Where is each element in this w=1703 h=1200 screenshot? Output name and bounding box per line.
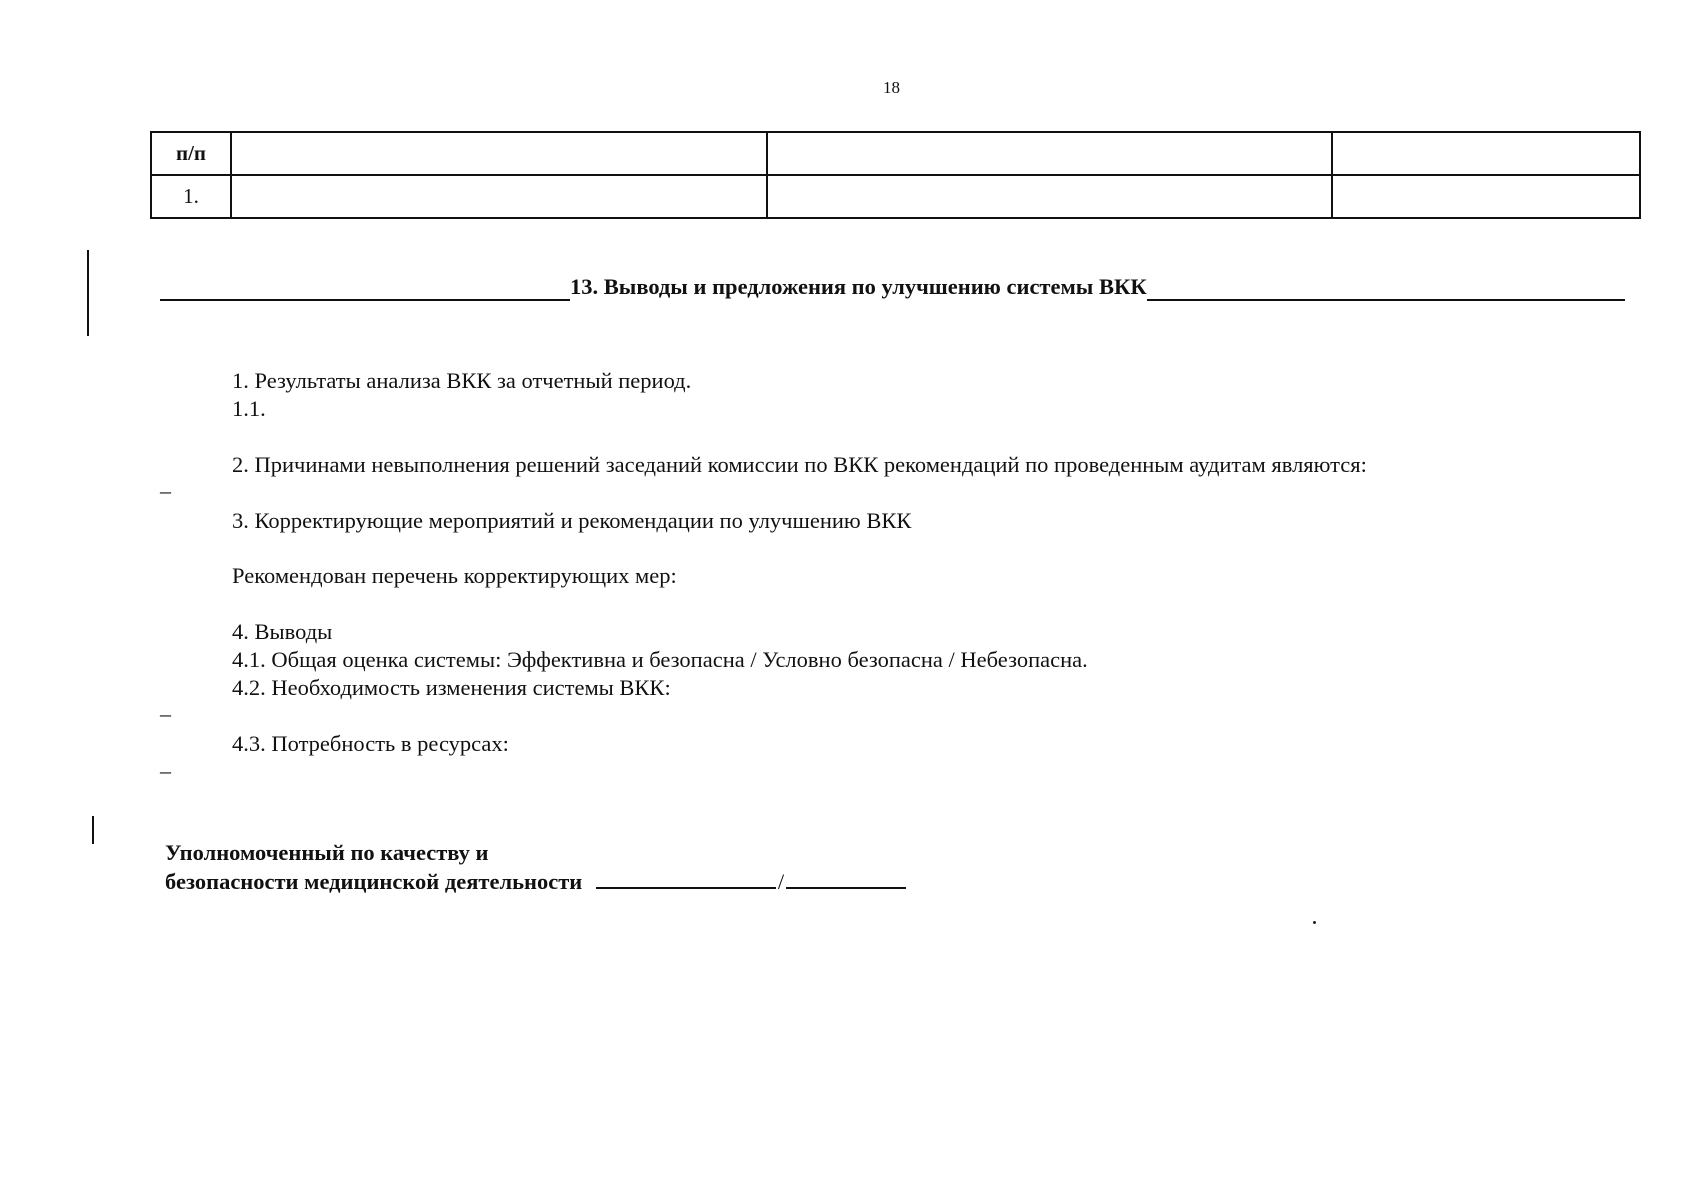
results-line: 1. Результаты анализа ВКК за отчетный период. bbox=[232, 368, 692, 393]
name-field[interactable] bbox=[786, 867, 906, 889]
margin-bar bbox=[92, 816, 94, 844]
table-header-row bbox=[151, 132, 1640, 175]
dash-mark: – bbox=[160, 758, 171, 783]
table-cell bbox=[1332, 175, 1640, 218]
corrective-line: 3. Корректирующие мероприятий и рекомендации по улучшению ВКК bbox=[232, 508, 912, 533]
heading-rule-left bbox=[160, 277, 570, 301]
change-need-line: 4.2. Необходимость изменения системы ВКК: bbox=[232, 675, 671, 700]
signature-title-line2: безопасности медицинской деятельности bbox=[165, 869, 583, 894]
table-header-cell bbox=[767, 132, 1332, 175]
table-cell: 1. bbox=[151, 175, 231, 218]
scan-speck bbox=[1313, 921, 1316, 924]
conclusions-heading: 4. Выводы bbox=[232, 619, 333, 644]
table-row bbox=[151, 175, 1640, 218]
overall-assessment-line: 4.1. Общая оценка системы: Эффективна и безопасна / Условно безопасна / Небезопасна. bbox=[232, 647, 1088, 672]
recommended-line: Рекомендован перечень корректирующих мер: bbox=[232, 563, 677, 588]
table-cell bbox=[231, 175, 767, 218]
reasons-line: 2. Причинами невыполнения решений заседаний комиссии по ВКК рекомендаций по проведенным аудитам являются: bbox=[232, 452, 1367, 477]
page-number: 18 bbox=[883, 78, 900, 97]
section-title: 13. Выводы и предложения по улучшению системы ВКК bbox=[570, 274, 1147, 299]
results-subitem: 1.1. bbox=[232, 396, 266, 421]
form-table bbox=[150, 131, 1641, 219]
signature-title-line2-row bbox=[165, 867, 906, 896]
table-header-cell bbox=[231, 132, 767, 175]
table-cell bbox=[767, 175, 1332, 218]
heading-rule-right bbox=[1147, 277, 1625, 301]
signature-field[interactable] bbox=[596, 867, 776, 889]
resources-line: 4.3. Потребность в ресурсах: bbox=[232, 731, 509, 756]
dash-mark: – bbox=[160, 478, 171, 503]
signature-slash: / bbox=[777, 869, 785, 894]
margin-bar bbox=[87, 250, 89, 336]
signature-title-line1: Уполномоченный по качеству и bbox=[165, 840, 489, 865]
table-header-cell bbox=[1332, 132, 1640, 175]
signature-block bbox=[165, 838, 906, 896]
dash-mark: – bbox=[160, 701, 171, 726]
section-heading bbox=[160, 276, 1625, 301]
table-header-cell: п/п bbox=[151, 132, 231, 175]
